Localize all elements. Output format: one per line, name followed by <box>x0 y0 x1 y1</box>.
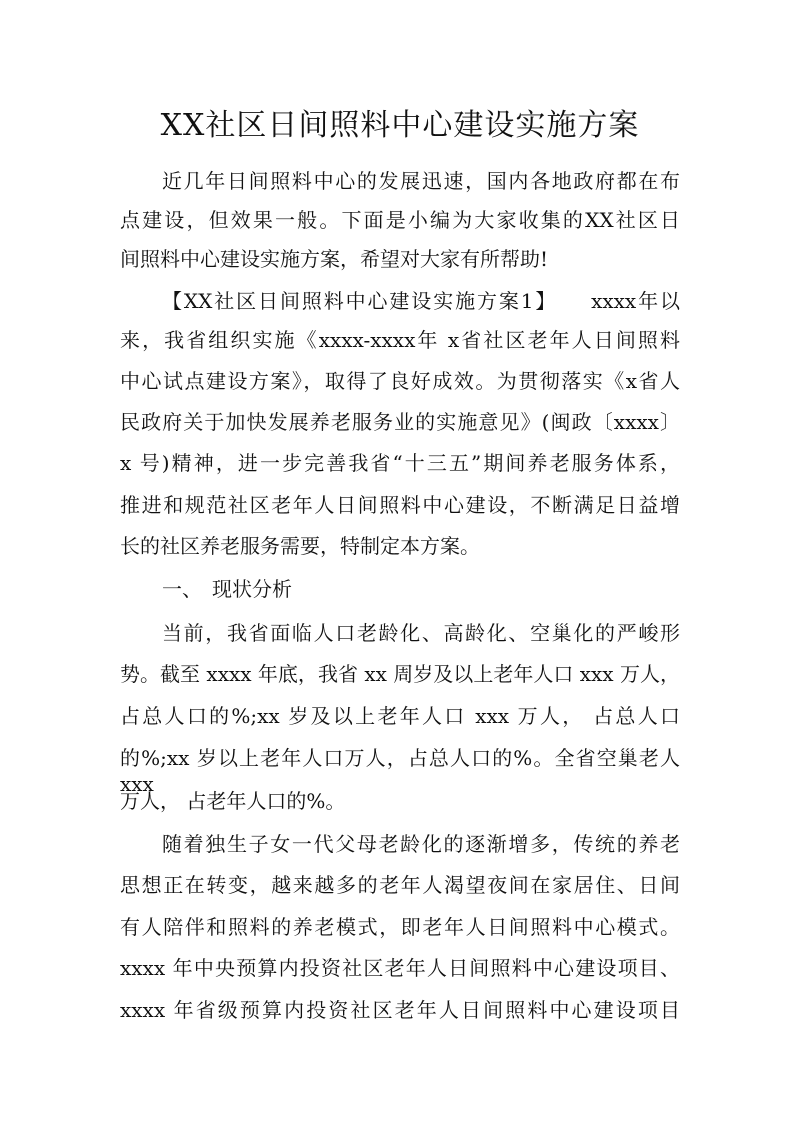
text-line: 中心试点建设方案》，取得了良好成效。为贯彻落实《x省人 <box>120 369 680 393</box>
text-line: 当前，我省面临人口老龄化、高龄化、空巢化的严峻形 <box>162 621 680 645</box>
text-line: 推进和规范社区老年人日间照料中心建设，不断满足日益增 <box>120 493 680 517</box>
text-line: 思想正在转变，越来越多的老年人渴望夜间在家居住、日间 <box>120 873 680 897</box>
document-title: XX社区日间照料中心建设实施方案 <box>160 108 640 143</box>
text-line: 的%;xx 岁以上老年人口万人，占总人口的%。全省空巢老人 xxx <box>120 746 680 796</box>
text-line: 长的社区养老服务需要，特制定本方案。 <box>120 534 480 558</box>
text-line: 来，我省组织实施《xxxx-xxxx年 x省社区老年人日间照料 <box>120 328 680 352</box>
text-line: 万人， 占老年人口的%。 <box>120 789 346 813</box>
text-line: 民政府关于加快发展养老服务业的实施意见》(闽政〔xxxx〕 <box>120 410 680 434</box>
text-line: xxxx 年中央预算内投资社区老年人日间照料中心建设项目、 <box>120 956 680 980</box>
text-line: 有人陪伴和照料的养老模式，即老年人日间照料中心模式。 <box>120 915 680 939</box>
text-line: 点建设，但效果一般。下面是小编为大家收集的XX社区日 <box>120 208 680 232</box>
text-line: 随着独生子女一代父母老龄化的逐渐增多，传统的养老 <box>162 832 680 856</box>
text-line: 势。截至 xxxx 年底，我省 xx 周岁及以上老年人口 xxx 万人， <box>120 662 680 686</box>
text-line: 占总人口的%;xx 岁及以上老年人口 xxx 万人， 占总人口 <box>120 704 680 728</box>
text-line: 间照料中心建设实施方案，希望对大家有所帮助! <box>120 247 549 271</box>
text-line: 近几年日间照料中心的发展迅速，国内各地政府都在布 <box>162 169 680 193</box>
text-line: xxxx 年省级预算内投资社区老年人日间照料中心建设项目 <box>120 998 680 1022</box>
text-line: 【XX社区日间照料中心建设实施方案1】 xxxx年以 <box>162 289 680 313</box>
text-line: x 号)精神，进一步完善我省“十三五”期间养老服务体系， <box>120 451 680 475</box>
text-line: 一、 现状分析 <box>162 577 292 601</box>
